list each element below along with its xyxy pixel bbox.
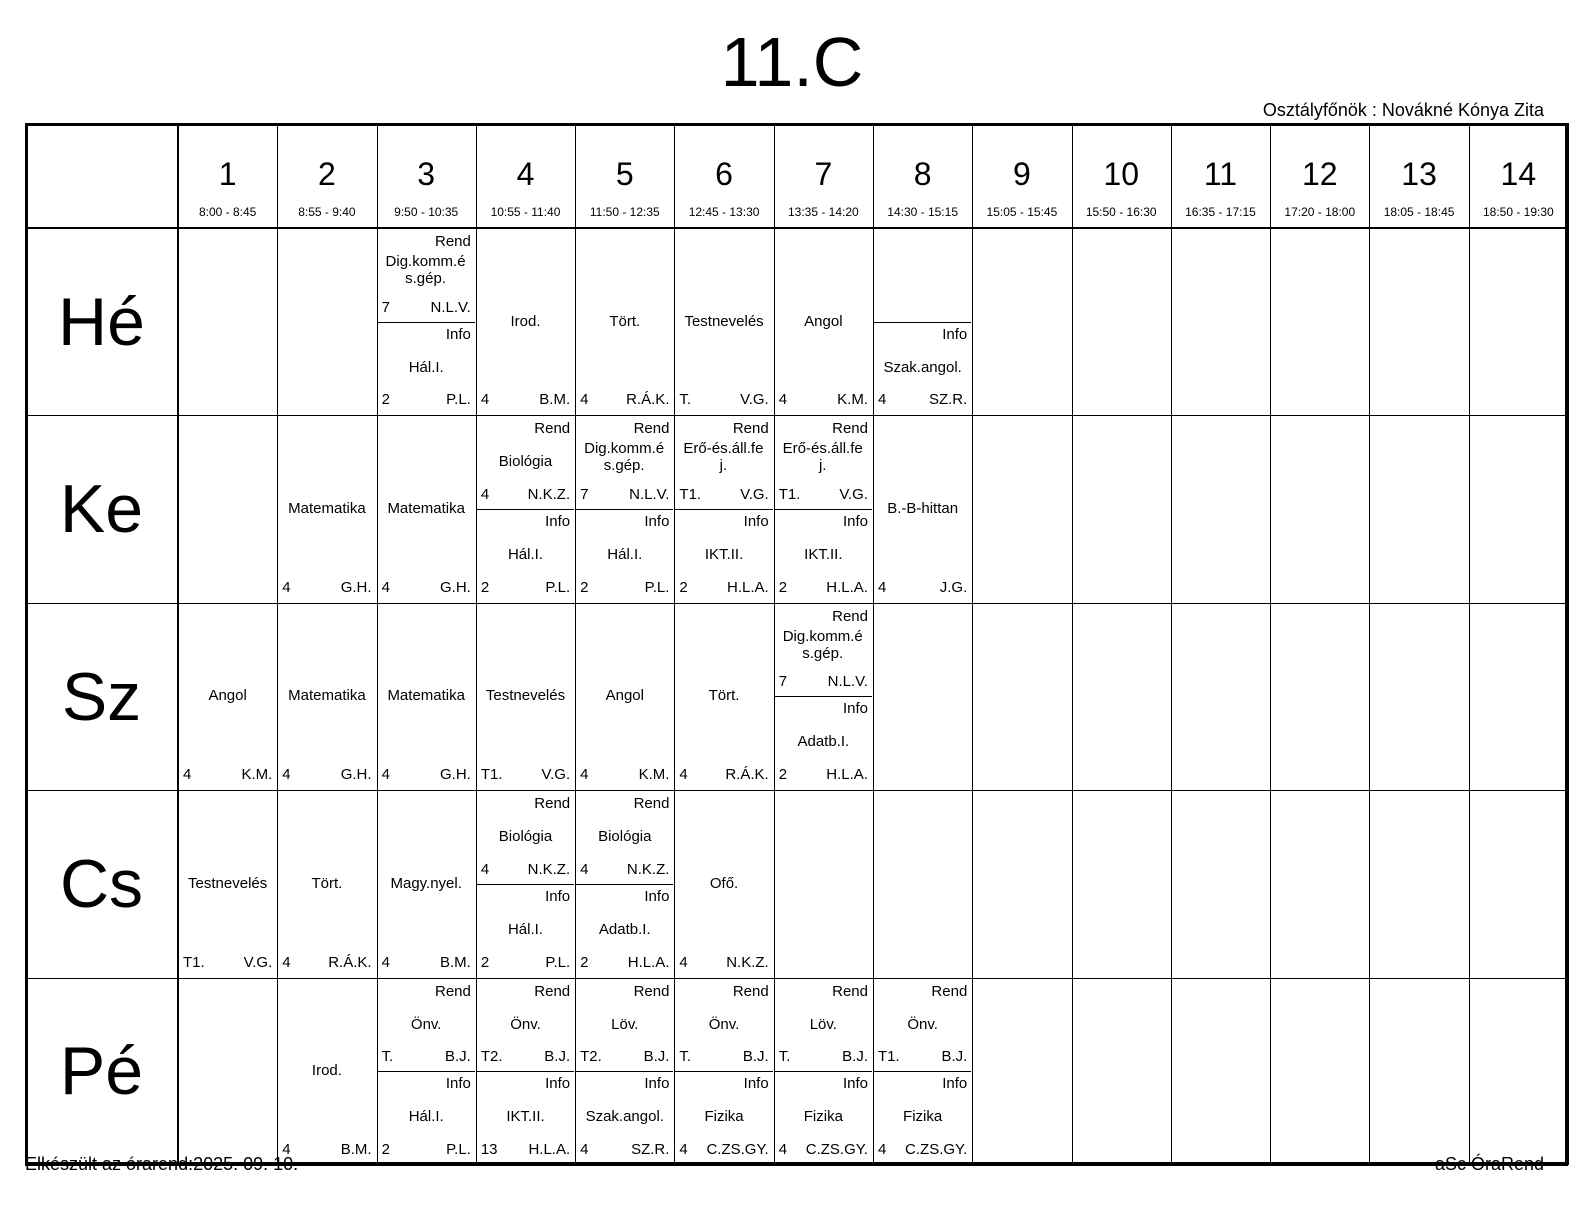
period-time: 16:35 - 17:15	[1185, 205, 1256, 219]
lesson-cell[interactable]	[775, 604, 872, 789]
lesson-cell[interactable]	[179, 791, 276, 976]
group-divider	[675, 1071, 772, 1072]
room-label: 4	[679, 1140, 688, 1158]
group-label: Rend	[534, 795, 571, 813]
group-label: Info	[842, 1075, 868, 1093]
teacher-label: B.J.	[742, 1048, 769, 1066]
room-label: T1.	[778, 486, 801, 504]
teacher-label: H.L.A.	[727, 578, 769, 596]
room-label: T.	[679, 1048, 692, 1066]
subject-name: Hál.I.	[408, 358, 444, 376]
subject-name: Irod.	[311, 1062, 342, 1080]
lesson-cell[interactable]	[675, 979, 772, 1164]
footer-created-date: Elkészült az órarend:2025. 09. 10.	[25, 1154, 299, 1174]
teacher-label: N.K.Z.	[726, 953, 769, 971]
period-number: 11	[1203, 156, 1238, 192]
room-label: 13	[480, 1140, 498, 1158]
group-divider	[477, 884, 574, 885]
group-label: Info	[842, 513, 868, 531]
teacher-label: P.L.	[446, 391, 471, 409]
subject-name: Hál.I.	[507, 546, 543, 564]
room-label: 7	[580, 486, 589, 504]
teacher-label: C.ZS.GY.	[805, 1140, 868, 1158]
teacher-label: G.H.	[340, 766, 372, 784]
group-divider	[378, 322, 475, 323]
footer-software: aSc ÓraRend	[1434, 1154, 1544, 1174]
period-number: 13	[1401, 156, 1437, 192]
subject-name: IKT.II.	[704, 546, 744, 564]
lesson-cell[interactable]	[477, 229, 574, 414]
group-label: Info	[545, 887, 571, 905]
teacher-label: N.L.V.	[430, 298, 471, 316]
group-label: Rend	[633, 982, 670, 1000]
group-label: Rend	[434, 233, 471, 250]
subject-name: Önv.	[510, 1015, 541, 1033]
room-label: 4	[679, 766, 688, 784]
day-label: Hé	[58, 283, 145, 360]
teacher-label: V.G.	[839, 486, 868, 504]
lesson-cell[interactable]	[477, 791, 574, 976]
lesson-cell[interactable]	[378, 416, 475, 601]
room-label: 4	[778, 1140, 788, 1158]
grid-vline	[1270, 123, 1271, 1165]
teacher-label: H.L.A.	[627, 953, 670, 971]
lesson-cell[interactable]	[278, 604, 375, 789]
teacher-label: H.L.A.	[826, 766, 868, 784]
day-label: Ke	[59, 471, 144, 548]
period-time: 11:50 - 12:35	[589, 205, 660, 219]
lesson-cell[interactable]	[675, 791, 772, 976]
subject-name: IKT.II.	[506, 1108, 545, 1126]
group-divider	[576, 1071, 673, 1072]
lesson-cell[interactable]	[775, 979, 872, 1164]
teacher-label: P.L.	[545, 578, 571, 596]
lesson-cell[interactable]	[576, 604, 673, 789]
subject-name: Matematika	[387, 687, 465, 705]
teacher-label: R.Á.K.	[725, 766, 769, 784]
teacher-label: P.L.	[545, 953, 571, 971]
grid-vline	[1469, 123, 1470, 1165]
subject-name: Dig.komm.és.gép.	[584, 440, 665, 475]
subject-name: Hál.I.	[607, 546, 643, 564]
group-divider	[477, 1071, 574, 1072]
group-label: Info	[942, 325, 968, 343]
period-number: 14	[1500, 156, 1537, 192]
teacher-label: B.J.	[544, 1048, 571, 1066]
teacher-label: B.J.	[445, 1048, 471, 1066]
period-time: 15:50 - 16:30	[1085, 205, 1157, 219]
teacher-label: C.ZS.GY.	[706, 1140, 769, 1158]
lesson-cell[interactable]	[675, 604, 772, 789]
lesson-cell[interactable]	[378, 791, 475, 976]
room-label: 4	[878, 578, 887, 596]
room-label: 4	[878, 1140, 887, 1158]
lesson-cell[interactable]	[477, 979, 574, 1164]
lesson-cell[interactable]	[775, 229, 872, 414]
lesson-cell[interactable]	[278, 979, 375, 1164]
subject-name: Önv.	[708, 1015, 740, 1033]
day-label: Sz	[61, 658, 142, 735]
subject-name: Fizika	[803, 1108, 843, 1126]
subject-name: Hál.I.	[408, 1108, 444, 1126]
teacher-label: R.Á.K.	[626, 391, 670, 409]
period-number: 7	[814, 156, 833, 192]
teacher-label: V.G.	[740, 486, 769, 504]
lesson-cell[interactable]	[477, 416, 574, 601]
lesson-cell[interactable]	[874, 979, 971, 1164]
group-label: Rend	[633, 795, 670, 813]
group-label: Rend	[832, 982, 868, 1000]
subject-name: Irod.	[510, 312, 541, 330]
room-label: 2	[480, 578, 490, 596]
group-divider	[576, 884, 673, 885]
subject-name: Löv.	[809, 1015, 837, 1033]
group-label: Rend	[931, 982, 968, 1000]
subject-name: Angol	[605, 687, 644, 705]
subject-name: Löv.	[611, 1015, 639, 1033]
room-label: 4	[381, 766, 390, 784]
lesson-cell[interactable]	[278, 416, 375, 601]
lesson-cell[interactable]	[378, 979, 475, 1164]
group-label: Info	[545, 1075, 571, 1093]
teacher-label: H.L.A.	[826, 578, 868, 596]
room-label: 4	[580, 1140, 589, 1158]
subject-name: Önv.	[907, 1015, 938, 1033]
group-divider	[874, 1071, 971, 1072]
room-label: 4	[480, 486, 490, 504]
teacher-label: B.J.	[643, 1048, 670, 1066]
period-number: 4	[516, 156, 535, 192]
room-label: 7	[778, 673, 788, 691]
teacher-label: V.G.	[243, 953, 273, 971]
teacher-label: G.H.	[440, 766, 471, 784]
teacher-label: V.G.	[740, 391, 769, 409]
teacher-label: H.L.A.	[528, 1140, 571, 1158]
room-label: T.	[381, 1048, 394, 1066]
subject-name: Biológia	[598, 828, 652, 846]
group-label: Rend	[434, 982, 471, 1000]
period-time: 18:50 - 19:30	[1482, 205, 1554, 219]
period-number: 8	[913, 156, 932, 192]
room-label: T1.	[878, 1048, 900, 1066]
subject-name: Erő-és.áll.fej.	[782, 440, 863, 475]
period-number: 2	[318, 156, 336, 192]
period-time: 18:05 - 18:45	[1383, 205, 1455, 219]
teacher-label: K.M.	[241, 766, 273, 784]
group-label: Info	[842, 700, 868, 718]
room-label: 4	[580, 860, 589, 878]
teacher-label: B.J.	[842, 1048, 868, 1066]
teacher-label: P.L.	[446, 1140, 471, 1158]
subject-name: Dig.komm.és.gép.	[385, 253, 466, 287]
group-divider	[675, 509, 772, 510]
subject-name: Hál.I.	[507, 920, 543, 938]
lesson-cell[interactable]	[378, 604, 475, 789]
group-label: Rend	[633, 420, 670, 438]
room-label: 4	[580, 391, 589, 409]
subject-name: Tört.	[609, 312, 641, 330]
room-label: 7	[381, 298, 390, 316]
room-label: 4	[282, 578, 291, 596]
room-label: 4	[282, 953, 291, 971]
grid-vline	[1072, 123, 1073, 1165]
subject-name: Angol	[804, 312, 843, 330]
lesson-cell[interactable]	[775, 416, 872, 601]
room-label: 4	[480, 860, 490, 878]
lesson-cell[interactable]	[576, 416, 673, 601]
group-label: Rend	[534, 982, 571, 1000]
group-label: Rend	[732, 420, 769, 438]
group-label: Rend	[832, 607, 868, 625]
teacher-label: B.J.	[941, 1048, 968, 1066]
room-label: 2	[381, 1140, 390, 1158]
period-time: 13:35 - 14:20	[787, 205, 859, 219]
room-label: T1.	[679, 486, 702, 504]
lesson-cell[interactable]	[675, 416, 772, 601]
teacher-label: N.K.Z.	[527, 486, 571, 504]
lesson-cell[interactable]	[576, 791, 673, 976]
lesson-cell[interactable]	[278, 791, 375, 976]
teacher-label: B.M.	[539, 391, 571, 409]
room-label: 2	[580, 953, 589, 971]
subject-name: Ofő.	[709, 874, 739, 892]
period-time: 8:55 - 9:40	[298, 205, 356, 219]
subject-name: Testnevelés	[485, 687, 566, 705]
subject-name: Testnevelés	[684, 312, 764, 330]
group-divider	[477, 509, 574, 510]
room-label: 2	[381, 391, 390, 409]
room-label: 4	[480, 391, 490, 409]
teacher-label: K.M.	[638, 766, 670, 784]
subject-name: Biológia	[498, 828, 553, 846]
period-number: 12	[1301, 156, 1338, 192]
subject-name: Tört.	[311, 874, 343, 892]
subject-name: Szak.angol.	[883, 358, 962, 376]
teacher-label: J.G.	[939, 578, 968, 596]
period-time: 12:45 - 13:30	[688, 205, 760, 219]
teacher-label: N.L.V.	[827, 673, 868, 691]
group-divider	[576, 509, 673, 510]
group-divider	[775, 696, 872, 697]
lesson-cell[interactable]	[874, 416, 971, 601]
room-label: T1.	[183, 953, 205, 971]
room-label: 2	[580, 578, 589, 596]
subject-name: Testnevelés	[188, 874, 268, 892]
room-label: 2	[480, 953, 490, 971]
room-label: 4	[878, 391, 887, 409]
teacher-label: SZ.R.	[631, 1140, 670, 1158]
period-number: 3	[417, 156, 436, 192]
room-label: T.	[778, 1048, 791, 1066]
lesson-cell[interactable]	[576, 979, 673, 1164]
period-number: 9	[1013, 156, 1031, 192]
teacher-label: G.H.	[340, 578, 372, 596]
period-number: 6	[715, 156, 733, 192]
period-number: 5	[615, 156, 634, 192]
subject-name: Erő-és.áll.fej.	[683, 440, 764, 475]
room-label: T1.	[480, 766, 503, 784]
subject-name: Biológia	[498, 453, 553, 471]
room-label: 4	[282, 1140, 291, 1158]
room-label: 4	[282, 766, 291, 784]
subject-name: Magy.nyel.	[390, 874, 462, 892]
room-label: T.	[679, 391, 692, 409]
subject-name: Matematika	[288, 500, 366, 518]
room-label: 4	[381, 578, 390, 596]
group-label: Info	[942, 1075, 968, 1093]
teacher-label: N.K.Z.	[527, 860, 571, 878]
teacher-label: R.Á.K.	[328, 953, 372, 971]
teacher-label: B.M.	[440, 953, 471, 971]
period-time: 10:55 - 11:40	[490, 205, 561, 219]
period-time: 15:05 - 15:45	[986, 205, 1058, 219]
teacher-label: V.G.	[541, 766, 571, 784]
group-label: Info	[743, 1075, 769, 1093]
subject-name: Tört.	[708, 687, 740, 705]
subject-name: Matematika	[288, 687, 366, 705]
lesson-cell[interactable]	[378, 229, 475, 414]
subject-name: Adatb.I.	[797, 733, 850, 751]
subject-name: Szak.angol.	[585, 1108, 664, 1126]
group-label: Info	[743, 513, 769, 531]
teacher-label: P.L.	[644, 578, 670, 596]
group-label: Info	[445, 1075, 471, 1093]
teacher-label: K.M.	[837, 391, 868, 409]
room-label: T2.	[580, 1048, 602, 1066]
group-divider	[775, 509, 872, 510]
teacher-label: SZ.R.	[928, 391, 968, 409]
subject-name: Angol	[208, 687, 247, 705]
group-label: Info	[644, 1075, 670, 1093]
lesson-cell[interactable]	[874, 229, 971, 414]
teacher-label: B.M.	[340, 1140, 372, 1158]
room-label: 2	[778, 578, 788, 596]
group-label: Rend	[832, 420, 868, 438]
teacher-label: N.L.V.	[629, 486, 670, 504]
group-divider	[378, 1071, 475, 1072]
period-time: 17:20 - 18:00	[1284, 205, 1356, 219]
head-teacher: Osztályfőnök : Novákné Kónya Zita	[1262, 100, 1544, 120]
group-label: Info	[644, 513, 670, 531]
lesson-cell[interactable]	[675, 229, 772, 414]
period-time: 14:30 - 15:15	[887, 205, 958, 219]
group-divider	[775, 1071, 872, 1072]
grid-vline	[1568, 123, 1569, 1165]
room-label: 4	[381, 953, 390, 971]
grid-vline	[972, 123, 973, 1165]
subject-name: Fizika	[704, 1108, 744, 1126]
teacher-label: C.ZS.GY.	[905, 1140, 968, 1158]
room-label: 4	[183, 766, 192, 784]
group-divider	[874, 322, 971, 323]
period-time: 8:00 - 8:45	[198, 205, 257, 219]
subject-name: Matematika	[387, 500, 465, 518]
subject-name: IKT.II.	[804, 546, 843, 564]
teacher-label: N.K.Z.	[626, 860, 670, 878]
period-number: 10	[1103, 156, 1139, 192]
grid-vline	[1171, 123, 1172, 1165]
period-number: 1	[218, 156, 237, 192]
period-time: 9:50 - 10:35	[394, 205, 459, 219]
group-label: Info	[445, 325, 471, 343]
group-label: Info	[545, 513, 571, 531]
subject-name: Fizika	[903, 1108, 943, 1126]
lesson-cell[interactable]	[477, 604, 574, 789]
day-label: Cs	[59, 845, 144, 922]
room-label: 4	[679, 953, 688, 971]
group-label: Rend	[534, 420, 571, 438]
day-label: Pé	[59, 1033, 144, 1110]
room-label: 2	[778, 766, 788, 784]
lesson-cell[interactable]	[179, 604, 276, 789]
subject-name: Adatb.I.	[598, 920, 651, 938]
subject-name: Önv.	[410, 1015, 442, 1033]
room-label: 4	[580, 766, 589, 784]
group-label: Rend	[732, 982, 769, 1000]
subject-name: Dig.komm.és.gép.	[782, 627, 863, 662]
subject-name: B.-B-hittan	[887, 500, 959, 518]
page-title: 11.C	[720, 23, 864, 101]
room-label: 2	[679, 578, 688, 596]
teacher-label: G.H.	[440, 578, 471, 596]
grid-vline	[1369, 123, 1370, 1165]
lesson-cell[interactable]	[576, 229, 673, 414]
room-label: T2.	[480, 1048, 503, 1066]
room-label: 4	[778, 391, 788, 409]
group-label: Info	[644, 887, 670, 905]
